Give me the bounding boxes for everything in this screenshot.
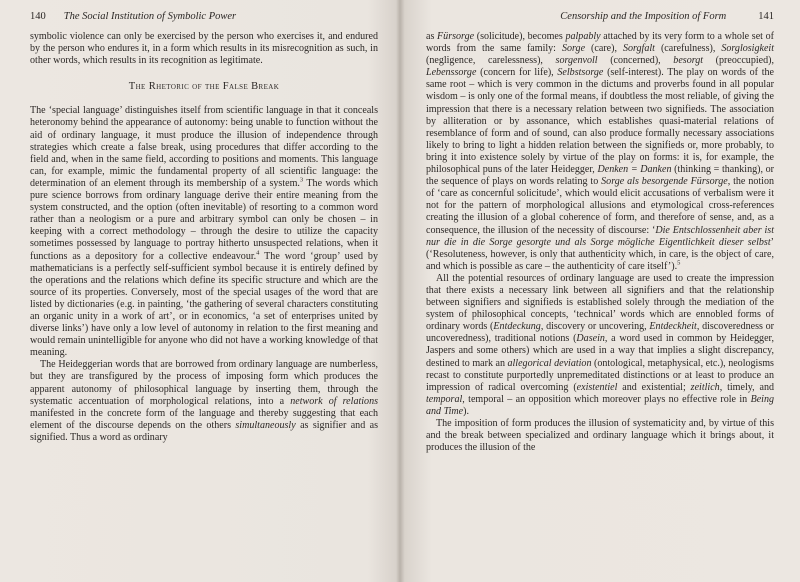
paragraph-1: The ‘special language’ distinguishes itself from scientific language in that it conceals heteronomy behind the appearance of autonomy: being unable to function without the aid of ordinary language, it must produce the illusion of independence through strategies which create a false break, using procedures that differ according to the field and, when in the same field, according to positions and moments. This language can, for example, mimic the fundamental property of all scientific language: the determination of an element through its membership of a system.$^3$ The words which pure science borrows from ordinary language derive their entire meaning from the system constructed, and the option (often inevitable) of resorting to a common word rather than a neologism or a pure and arbitrary symbol can only be chosen – in keeping with a correct methodology – through the desire to utilize the capacity sometimes possessed by language to portray hitherto unsuspected relations, when it functions as a depository for a collective endeavour.$^4$ The word ‘group’ used by mathematicians is a perfectly self-sufficient symbol because it is entirely defined by the operations and the relations which define its specific structure and which are the source of its properties. Conversely, most of the special usages of the word that are listed by dictionaries (e.g. in painting, ‘the gathering of several characters constituting an organic unity in a work of art’, or in economics, ‘a set of enterprises united by diverse links’) have only a low level of autonomy in relation to the first meaning and would remain unintelligible for anyone who did not have a working knowledge of that meaning. (30, 105, 378, 359)
footnote-5-marker: 5 (677, 259, 681, 267)
footnote-3-marker: 3 (299, 176, 304, 184)
left-body-text (30, 31, 378, 444)
footnote-4-marker: 4 (256, 249, 260, 257)
left-running-header (30, 7, 378, 25)
paragraph-2: The Heideggerian words that are borrowed from ordinary language are numberless, but they are transfigured by the process of imposing form which produces the apparent autonomy of philosophical language by inserting them, through the systematic accentuation of morphological relations, into a network of relations manifested in the concrete form of the language and thereby suggesting that each element of the discourse depends on the others simultaneously as signifier and as signified. Thus a word as ordinary (30, 359, 379, 443)
right-running-head: Censorship and the Imposition of Form (560, 10, 727, 22)
right-running-header (426, 7, 774, 25)
paragraph-3: as Fürsorge (solicitude), becomes palpably attached by its very form to a whole set of words from the same family: Sorge (care), Sorgfalt (carefulness), Sorglosigkeit (negligence, carelessness), sorgenvoll (concerned), besorgt (preoccupied), Lebenssorge (concern for life), Selbstsorge (self-interest). The play on words of the same root – which is very common in the dictums and proverbs found in all popular wisdom – is only one of the formal means, if doubtless the most reliable, of giving the impression that there is a necessary relation between two signifieds. The association by alliteration or by assonance, which establishes quasi-material relations of resemblance of form and of sound, can also produce formally necessary associations likely to bring to light a hidden relation between the signifieds or, more probably, to bring it into existence solely by virtue of the play on forms: it is, for example, the philosophical puns of the later Heidegger, Denken = Danken (thinking = thanking), or the sequence of plays on words relating to Sorge als besorgende Fürsorge, the notion of ‘care as concernful solicitude’, which would elicit accusations of verbalism were it not for the pattern of morphological allusions and etymological cross-references creating the illusion of a global coherence of form, and therefore of sense, and, as a consequence, the illusion of the necessity of discourse: ‘Die Entschlossenheit aber ist nur die in die Sorge gesorgte und als Sorge mögliche Eigentlichkeit dieser selbst’ (‘Resoluteness, however, is only that authenticity which, in care, is the object of care, and which is possible as care – the authenticity of care itself’).$^5$ (426, 31, 774, 272)
left-running-head: The Social Institution of Symbolic Power (63, 10, 237, 22)
left-page-number: 140 (30, 10, 46, 22)
paragraph-5: The imposition of form produces the illusion of systematicity and, by virtue of this and the break between specialized and ordinary language which it brings about, it produces the illusion of the (426, 418, 774, 454)
paragraph-0: symbolic violence can only be exercised by the person who exercises it, and endured by the person who endures it, in a form which results in its misrecognition as such, in other words, which results in its recognition as legitimate. (30, 31, 378, 67)
paragraph-4: All the potential resources of ordinary language are used to create the impression that there exists a necessary link between all signifiers and that the relationship between signifiers and signifieds is established solely through the mediation of the system of philosophical concepts, ‘technical’ words which are ennobled forms of ordinary words (Entdeckung, discovery or uncovering, Entdeckheit, discoveredness or uncoveredness), traditional notions (Dasein, a word used in common by Heidegger, Jaspers and some others) which are used in a way that implies a slight discrepancy, destined to mark an allegorical deviation (ontological, metaphysical, etc.), neologisms recast to constitute purportedly unpremeditated distinctions or at least to produce an impression of radical overcoming (existentiel and existential; zeitlich, timely, and temporal, temporal – an opposition which moreover plays no effective role in Being and Time). (426, 272, 775, 417)
right-page (400, 0, 800, 582)
section-title: The Rhetoric of the False Break (128, 81, 280, 93)
right-page-number: 141 (758, 10, 774, 22)
right-body-text (426, 31, 774, 454)
